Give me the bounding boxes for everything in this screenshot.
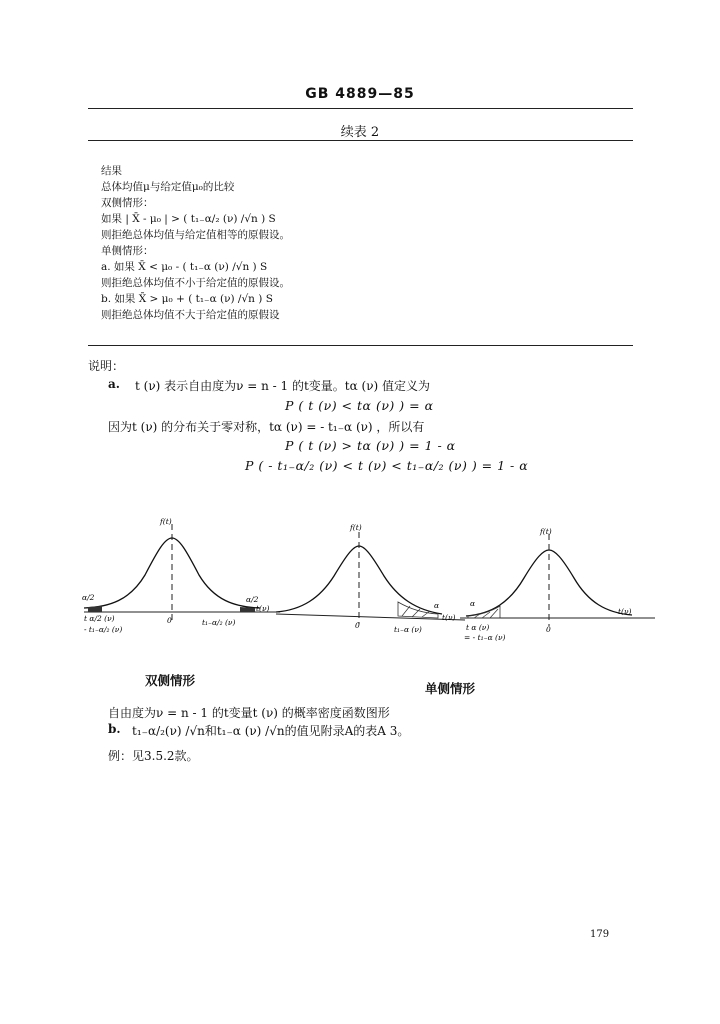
right-tail-shade [398, 602, 438, 618]
tick-zero: 0 [167, 616, 172, 625]
note-a-text-2: 因为t (ν) 的分布关于零对称，tα (ν) = - t₁₋α (ν) ，所以有 [108, 420, 425, 434]
table-body [101, 163, 290, 323]
table-title: 续表 2 [340, 125, 380, 140]
alpha-label: α [434, 601, 440, 610]
alpha-half-right: α/2 [246, 595, 259, 604]
example-text: 例：见3.5.2款。 [108, 749, 199, 763]
plot-one-sided-right [276, 523, 465, 634]
x-var-label: t(ν) [442, 613, 456, 622]
tick-right: t₁₋α/₂ (ν) [202, 618, 236, 627]
table-line: 如果 | X̄ - μ₀ | > ( t₁₋α/₂ (ν) /√n ) S [101, 213, 276, 225]
tick-left-2: - t₁₋α/₂ (ν) [84, 625, 123, 634]
table-line: 结果 [101, 165, 122, 177]
equation-1: P ( t (ν) < tα (ν) ) = α [285, 398, 434, 413]
table-bottom-rule [88, 345, 633, 346]
note-b-text: t₁₋α/₂(ν) /√n和t₁₋α (ν) /√n的值见附录A的表A 3。 [132, 724, 410, 738]
standard-id: GB 4889—85 [305, 86, 415, 102]
x-axis [276, 614, 465, 620]
table-line: b. 如果 X̄ > μ₀ + ( t₁₋α (ν) /√n ) S [101, 293, 273, 305]
table-line: 则拒绝总体均值不大于给定值的原假设 [101, 309, 280, 321]
note-a-text: t (ν) 表示自由度为ν = n - 1 的t变量。tα (ν) 值定义为 [135, 379, 430, 393]
figure-caption: 自由度为ν = n - 1 的t变量t (ν) 的概率密度函数图形 [108, 706, 390, 720]
plot-two-sided [82, 517, 280, 634]
table-line: 则拒绝总体均值不小于给定值的原假设。 [101, 277, 290, 289]
y-label: f(t) [160, 517, 172, 526]
equation-2: P ( t (ν) > tα (ν) ) = 1 - α [285, 438, 456, 453]
table-top-rule [88, 140, 633, 141]
table-line: 双侧情形： [101, 197, 154, 209]
note-b-marker: b. [108, 722, 121, 736]
tick-left-2: = - t₁₋α (ν) [464, 633, 506, 642]
alpha-label: α [470, 599, 476, 608]
density-figure [80, 510, 660, 660]
hatch [402, 606, 410, 616]
table-line: 总体均值μ与给定值μ₀的比较 [101, 181, 235, 193]
y-label: f(t) [540, 527, 552, 536]
table-line: 单侧情形： [101, 245, 154, 257]
y-label: f(t) [350, 523, 362, 532]
tick-left: t α/2 (ν) [84, 614, 115, 623]
notes-heading: 说明： [88, 359, 125, 373]
caption-one-sided: 单侧情形 [425, 681, 476, 696]
note-a-marker: a. [108, 377, 120, 391]
caption-two-sided: 双侧情形 [145, 673, 196, 688]
tick-zero: 0 [546, 625, 551, 634]
page-number: 179 [590, 929, 610, 940]
tick-zero: 0 [355, 621, 360, 630]
left-tail-shade [88, 606, 102, 612]
tick-left: t α (ν) [466, 623, 490, 632]
tick-right: t₁₋α (ν) [394, 625, 422, 634]
x-var-label: t(ν) [256, 604, 270, 613]
x-var-label: t(ν) [618, 607, 632, 616]
header-rule [88, 108, 633, 109]
alpha-half-left: α/2 [82, 593, 95, 602]
plot-one-sided-left [460, 527, 655, 642]
equation-3: P ( - t₁₋α/₂ (ν) < t (ν) < t₁₋α/₂ (ν) ) = 1 - α [245, 458, 529, 473]
table-line: a. 如果 X̄ < μ₀ - ( t₁₋α (ν) /√n ) S [101, 261, 268, 273]
table-line: 则拒绝总体均值与给定值相等的原假设。 [101, 229, 290, 241]
